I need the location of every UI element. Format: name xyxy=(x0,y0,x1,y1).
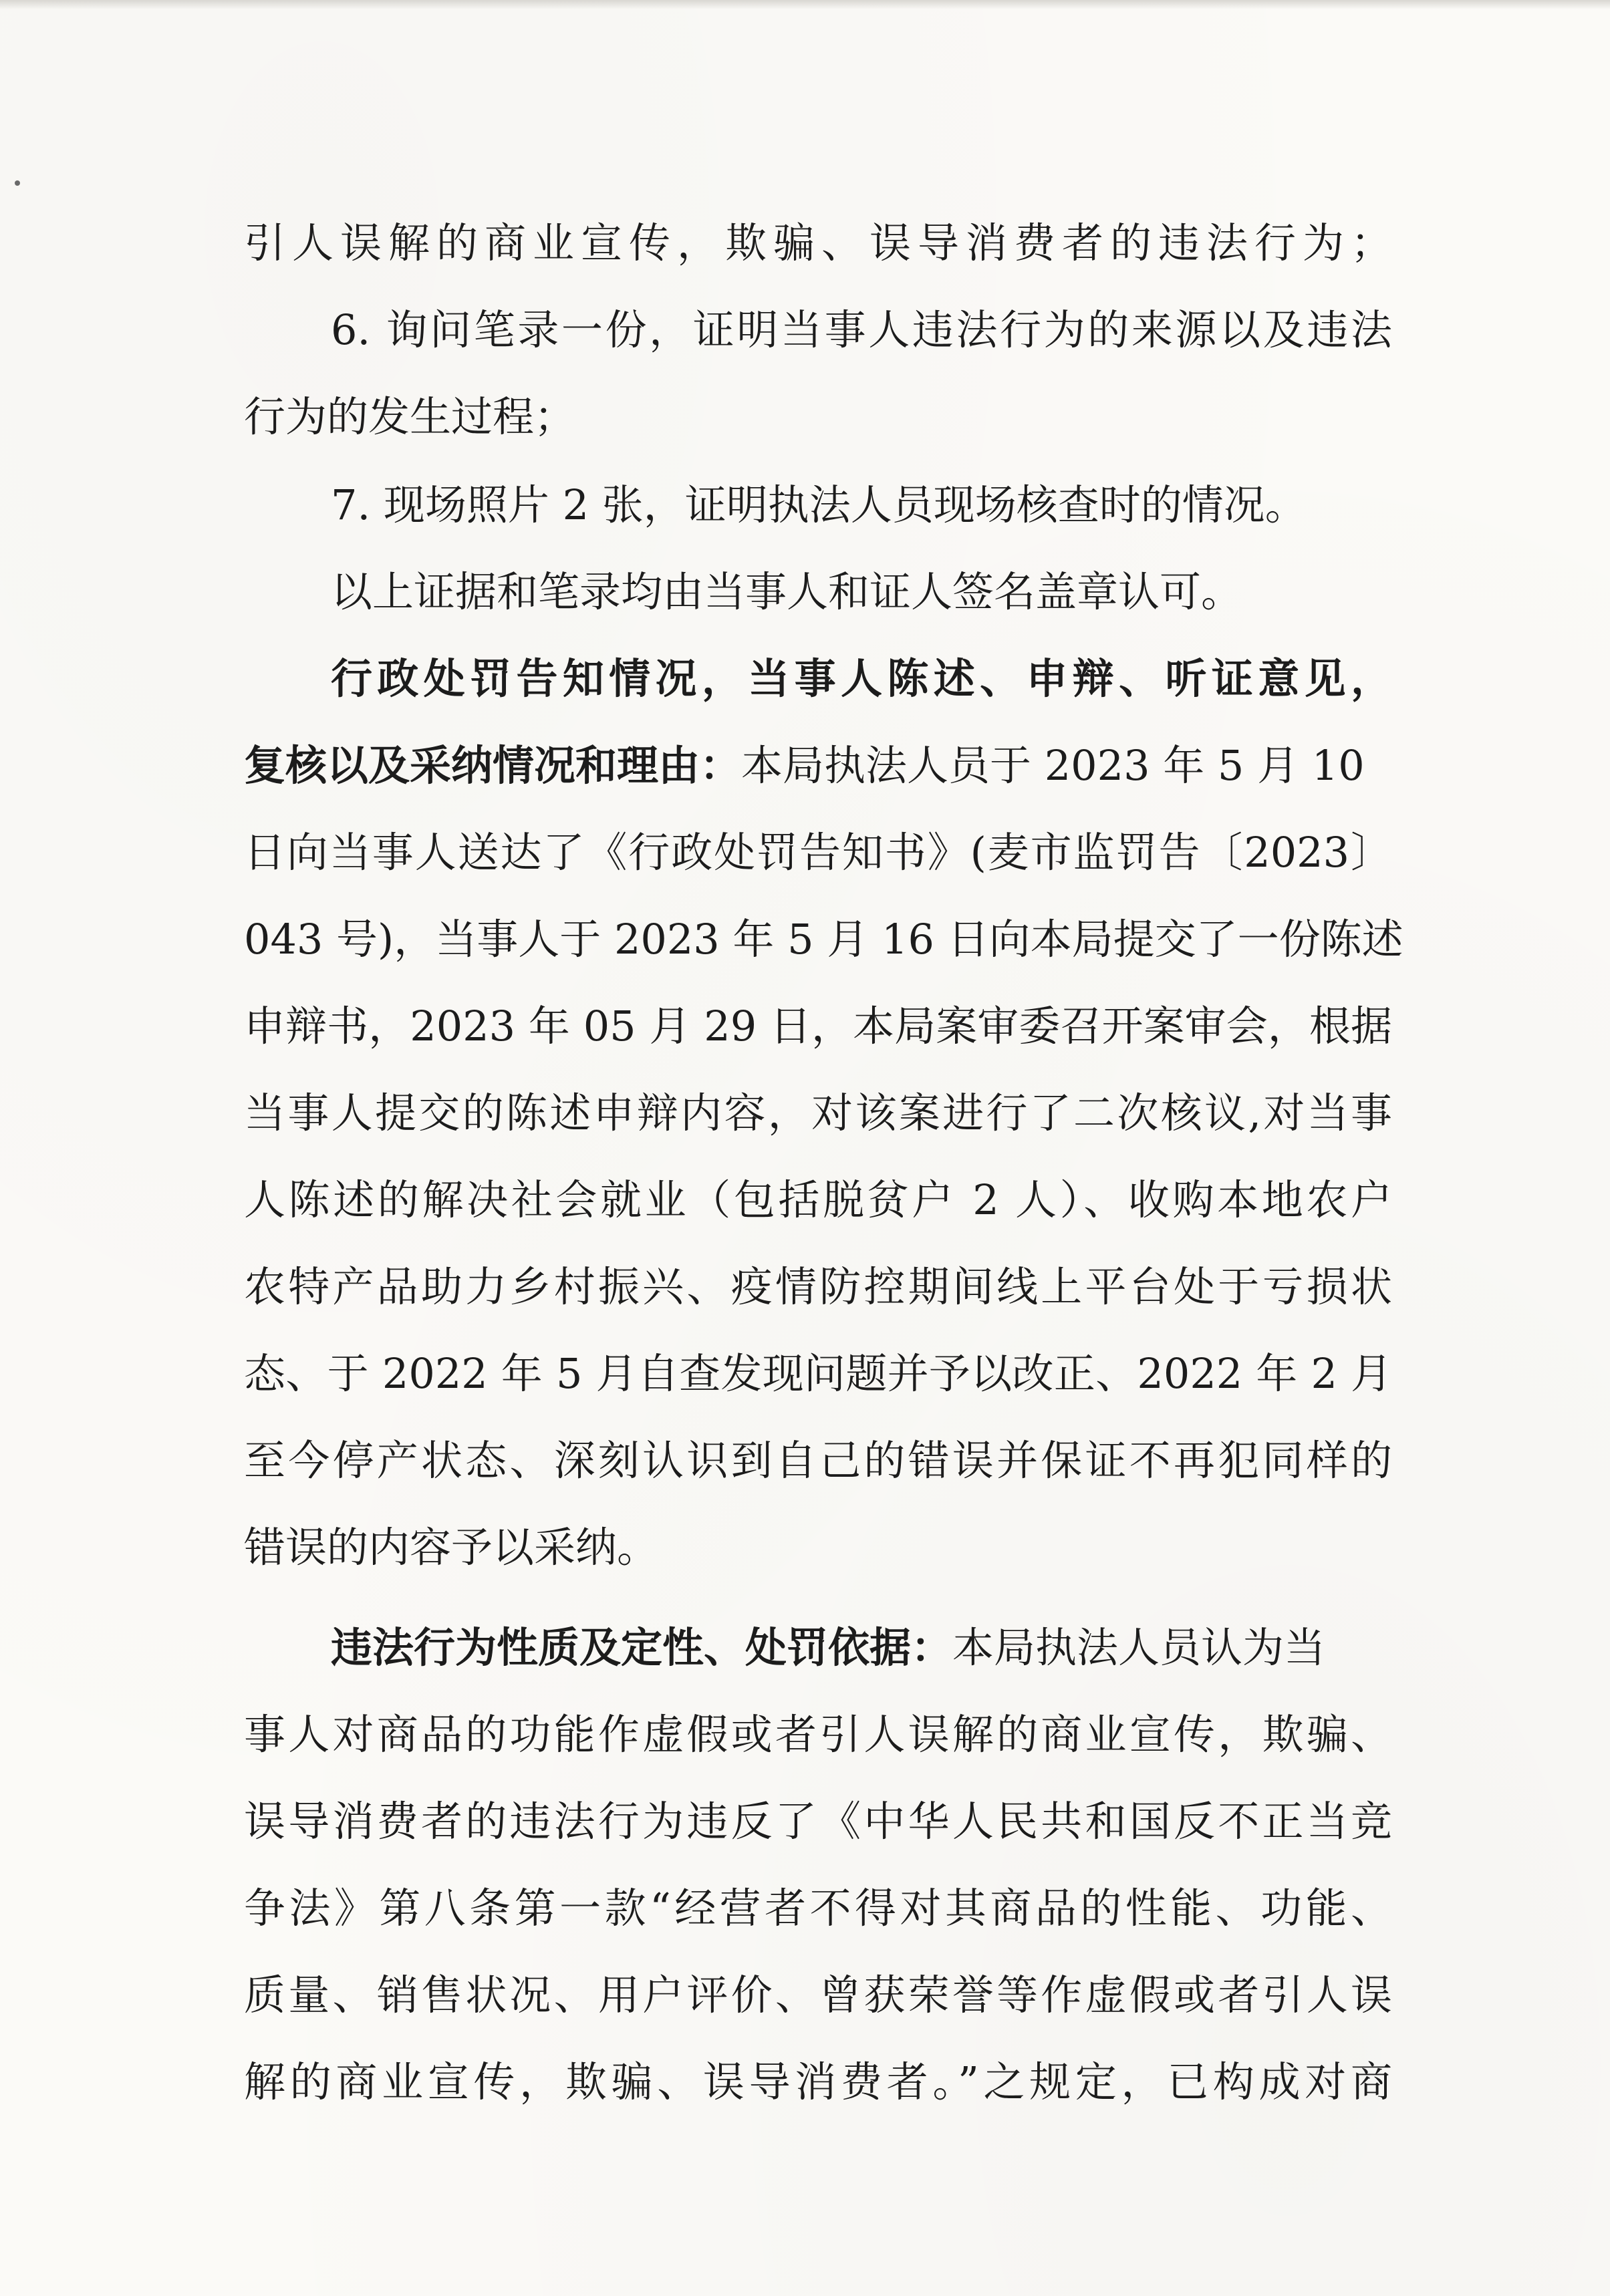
text-line-13: 农特产品助力乡村振兴、疫情防控期间线上平台处于亏损状 xyxy=(244,1262,1392,1311)
text-line-12: 人陈述的解决社会就业（包括脱贫户 2 人）、收购本地农户 xyxy=(244,1175,1392,1224)
text-line-2: 6. 询问笔录一份，证明当事人违法行为的来源以及违法 xyxy=(331,305,1392,354)
text-line-5: 以上证据和笔录均由当事人和证人签名盖章认可。 xyxy=(331,567,1243,616)
section-heading-violation: 违法行为性质及定性、处罚依据： xyxy=(331,1623,953,1672)
text-line-6 xyxy=(0,635,1610,723)
text-line-15: 至今停产状态、深刻认识到自己的错误并保证不再犯同样的 xyxy=(244,1436,1392,1485)
text-line-11: 当事人提交的陈述申辩内容，对该案进行了二次核议,对当事 xyxy=(244,1089,1392,1137)
text-line-18: 事人对商品的功能作虚假或者引人误解的商业宣传，欺骗、 xyxy=(244,1710,1392,1759)
text-line-21: 质量、销售状况、用户评价、曾获荣誉等作虚假或者引人误 xyxy=(244,1971,1392,2019)
scan-edge-shadow xyxy=(0,0,1610,9)
text-line-8: 日向当事人送达了《行政处罚告知书》(麦市监罚告〔2023〕 xyxy=(244,828,1392,877)
text-line-14: 态、于 2022 年 5 月自查发现问题并予以改正、2022 年 2 月 xyxy=(244,1349,1392,1398)
text-line-9: 043 号)，当事人于 2023 年 5 月 16 日向本局提交了一份陈述 xyxy=(244,915,1403,964)
text-line-7: 复核以及采纳情况和理由：本局执法人员于 2023 年 5 月 10 xyxy=(244,741,1365,790)
section-heading-notice: 行政处罚告知情况，当事人陈述、申辩、听证意见， xyxy=(331,654,1392,703)
text-line-4: 7. 现场照片 2 张，证明执法人员现场核查时的情况。 xyxy=(331,480,1307,529)
text-line-1: 引人误解的商业宣传，欺骗、误导消费者的违法行为； xyxy=(244,219,1392,267)
text-line-17: 违法行为性质及定性、处罚依据：本局执法人员认为当 xyxy=(331,1623,1326,1672)
scan-speck xyxy=(15,180,20,186)
text-line-16: 错误的内容予以采纳。 xyxy=(244,1523,659,1572)
text-line-10: 申辩书，2023 年 05 月 29 日，本局案审委召开案审会，根据 xyxy=(244,1002,1392,1050)
section-heading-notice-cont: 复核以及采纳情况和理由： xyxy=(244,741,742,790)
text-line-22: 解的商业宣传，欺骗、误导消费者。”之规定，已构成对商 xyxy=(244,2057,1392,2106)
text-line-20: 争法》第八条第一款“经营者不得对其商品的性能、功能、 xyxy=(244,1884,1392,1932)
text-line-19: 误导消费者的违法行为违反了《中华人民共和国反不正当竞 xyxy=(244,1797,1392,1846)
text-line-3: 行为的发生过程； xyxy=(244,392,576,441)
